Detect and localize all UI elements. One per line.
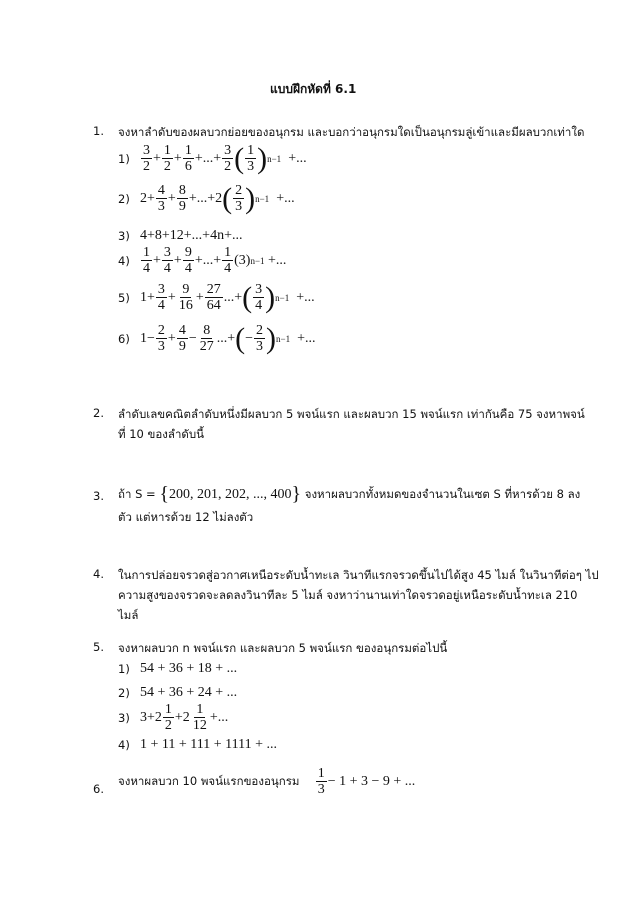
fraction: $\frac{3}{2}$ xyxy=(143,143,150,174)
fraction: $\frac{2}{3}$ xyxy=(235,183,243,214)
fraction: $\frac{8}{9}$ xyxy=(178,183,186,214)
question-5-text: จงหาผลบวก n พจน์แรก และผลบวก 5 พจน์แรก ของอนุกรมต่อไปนี้ xyxy=(118,641,448,655)
fraction: $\frac{1}{6}$ xyxy=(184,143,192,174)
q1-item-3: 3) 4+8+12+...+4n+... xyxy=(118,228,243,243)
q1-item-5: 5) 1+ $\frac{3}{4}$ + $\frac{9}{16}$ + $\frac{27}{64}$ ...+ ( $\frac{3}{4}$ ) n−1 +... xyxy=(118,280,315,314)
fraction: $\frac{1}{4}$ xyxy=(224,245,232,276)
question-2-line-2: ที่ 10 ของลำดับนี้ xyxy=(118,427,205,441)
fraction: $\frac{3}{2}$ xyxy=(224,143,232,174)
question-3-number: 3. xyxy=(93,489,104,503)
q1-item-1: 1) $\frac{3}{2}$ + $\frac{1}{2}$ + $\frac{1}{6}$ +...+ $\frac{3}{2}$ ( $\frac{1}{3}$ ) n−1 +... xyxy=(118,141,307,175)
question-4-line-3: ไมล์ xyxy=(118,608,139,622)
fraction: $\frac{4}{3}$ xyxy=(157,183,165,214)
question-1-text: จงหาลำดับของผลบวกย่อยของอนุกรม และบอกว่าอนุกรมใดเป็นอนุกรมลู่เข้าและมีผลบวกเท่าใด xyxy=(118,125,585,139)
fraction: $\frac{3}{4}$ xyxy=(255,282,263,313)
fraction: $\frac{1}{4}$ xyxy=(143,245,150,276)
fraction: $\frac{1}{3}$ xyxy=(317,766,325,797)
question-4-line-2: ความสูงของจรวดจะลดลงวินาทีละ 5 ไมล์ จงหาว่านานเท่าใดจรวดอยู่เหนือระดับน้ำทะเล 210 xyxy=(118,588,578,602)
q5-item-3: 3) 3+2 $\frac{1}{2}$ +2 $\frac{1}{12}$ +... xyxy=(118,702,229,733)
fraction: $\frac{2}{3}$ xyxy=(256,323,264,354)
fraction: $\frac{4}{9}$ xyxy=(178,323,186,354)
q5-item-2: 2) 54 + 36 + 24 + ... xyxy=(118,685,238,700)
q1-item-2: 2) 2+ $\frac{4}{3}$ + $\frac{8}{9}$ +...+2 ( $\frac{2}{3}$ ) n−1 +... xyxy=(118,181,295,215)
fraction: $\frac{9}{16}$ xyxy=(178,282,193,313)
fraction: $\frac{1}{2}$ xyxy=(163,143,171,174)
question-2-line-1: ลำดับเลขคณิตลำดับหนึ่งมีผลบวก 5 พจน์แรก และผลบวก 15 พจน์แรก เท่ากันคือ 75 จงหาพจน์ xyxy=(118,407,585,421)
question-1-number: 1. xyxy=(93,124,104,138)
q1-item-4: 4) $\frac{1}{4}$ + $\frac{3}{4}$ + $\frac{9}{4}$ +...+ $\frac{1}{4}$ (3) n−1 +... xyxy=(118,245,287,276)
fraction: $\frac{1}{12}$ xyxy=(192,702,207,733)
q1-item-6: 6) 1− $\frac{2}{3}$ + $\frac{4}{9}$ − $\frac{8}{27}$ ...+ ( − $\frac{2}{3}$ ) n−1 +... xyxy=(118,321,316,355)
page-title: แบบฝึกหัดที่ 6.1 xyxy=(270,82,357,96)
fraction: $\frac{3}{4}$ xyxy=(157,282,165,313)
q5-item-1: 1) 54 + 36 + 18 + ... xyxy=(118,661,238,676)
fraction: $\frac{1}{2}$ xyxy=(164,702,172,733)
fraction: $\frac{9}{4}$ xyxy=(184,245,192,276)
fraction: $\frac{1}{3}$ xyxy=(247,143,255,174)
set-elements: 200, 201, 202, ..., 400 xyxy=(168,487,292,502)
fraction: $\frac{3}{4}$ xyxy=(163,245,171,276)
fraction: $\frac{2}{3}$ xyxy=(157,323,165,354)
question-5-number: 5. xyxy=(93,640,104,654)
question-6-number: 6. xyxy=(93,782,104,796)
question-6-line: จงหาผลบวก 10 พจน์แรกของอนุกรม $\frac{1}{3}$ − 1 + 3 − 9 + ... xyxy=(118,766,416,797)
fraction: $\frac{27}{64}$ xyxy=(206,282,221,313)
question-4-line-1: ในการปล่อยจรวดสู่อวกาศเหนือระดับน้ำทะเล วินาทีแรกจรวดขึ้นไปได้สูง 45 ไมล์ ในวินาทีต่อๆ ไป xyxy=(118,568,599,582)
question-2-number: 2. xyxy=(93,406,104,420)
question-3-line-2: ตัว แต่หารด้วย 12 ไม่ลงตัว xyxy=(118,510,254,524)
q5-item-4: 4) 1 + 11 + 111 + 1111 + ... xyxy=(118,737,277,752)
question-3-line-1: ถ้า S = {200, 201, 202, ..., 400} จงหาผลบวกทั้งหมดของจำนวนในเซต S ที่หารด้วย 8 ลง xyxy=(118,483,581,505)
question-4-number: 4. xyxy=(93,567,104,581)
fraction: $\frac{8}{27}$ xyxy=(199,323,214,354)
